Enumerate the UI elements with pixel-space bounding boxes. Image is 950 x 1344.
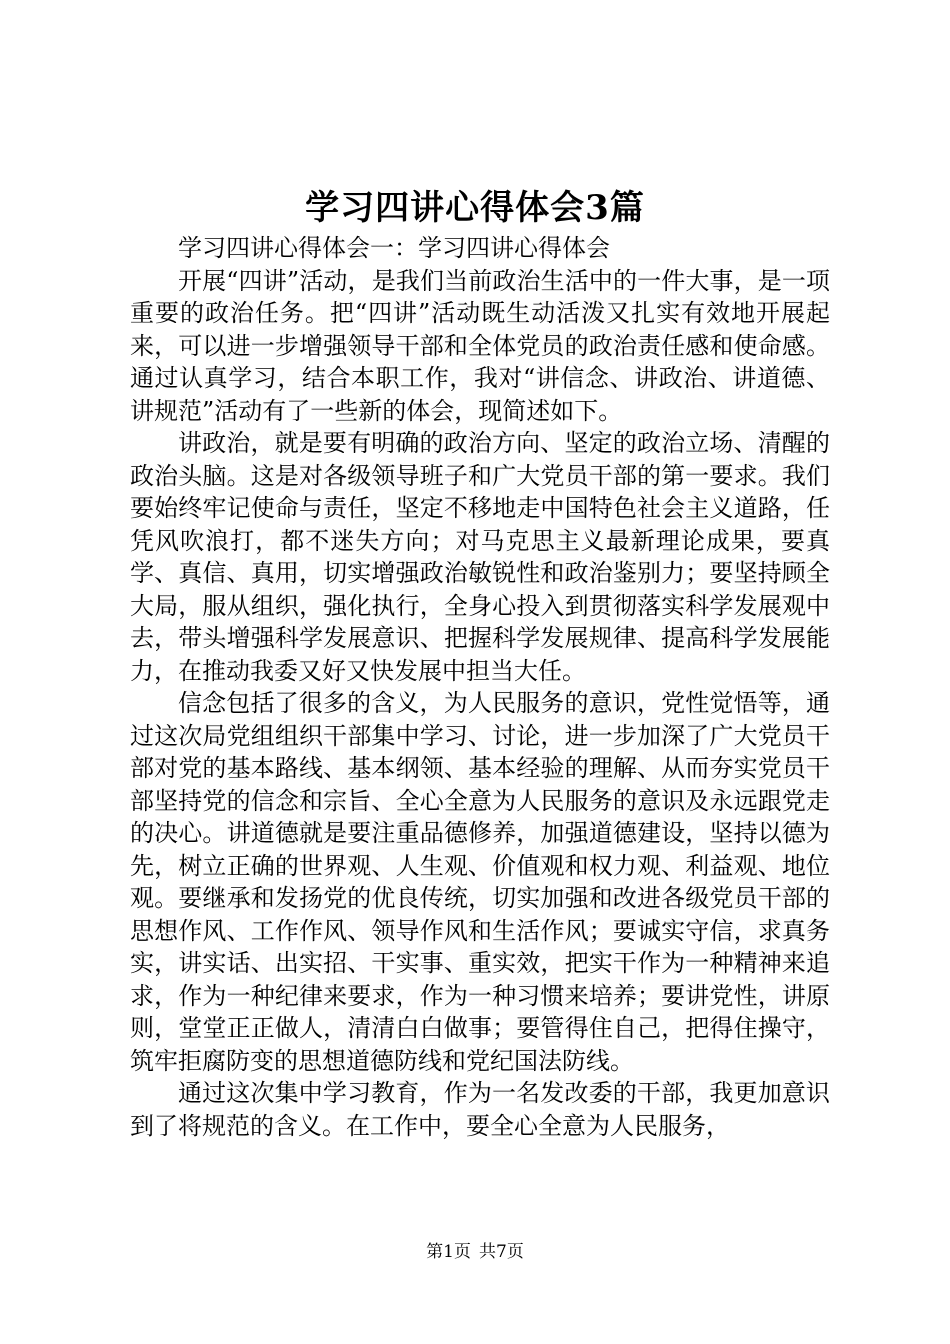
document-body [130, 232, 830, 1142]
paragraph: 信念包括了很多的含义，为人民服务的意识，党性觉悟等，通过这次局党组组织干部集中学习、讨论，进一步加深了广大党员干部对党的基本路线、基本纲领、基本经验的理解、从而夯实党员干部坚持党的信念和宗旨、全心全意为人民服务的意识及永远跟党走的决心。讲道德就是要注重品德修养，加强道德建设，坚持以德为先，树立正确的世界观、人生观、价值观和权力观、利益观、地位观。要继承和发扬党的优良传统，切实加强和改进各级党员干部的思想作风、工作作风、领导作风和生活作风；要诚实守信，求真务实，讲实话、出实招、干实事、重实效，把实干作为一种精神来追求，作为一种纪律来要求，作为一种习惯来培养；要讲党性，讲原则，堂堂正正做人，清清白白做事；要管得住自己，把得住操守，筑牢拒腐防变的思想道德防线和党纪国法防线。 [130, 689, 830, 1075]
page-number: 第1页 [426, 1242, 471, 1262]
document-title: 学习四讲心得体会3篇 [305, 188, 645, 228]
page-footer [0, 1240, 950, 1264]
paragraph: 通过这次集中学习教育，作为一名发改委的干部，我更加意识到了将规范的含义。在工作中，要全心全意为人民服务， [130, 1079, 830, 1140]
page-total: 共7页 [479, 1242, 524, 1262]
paragraph: 讲政治，就是要有明确的政治方向、坚定的政治立场、清醒的政治头脑。这是对各级领导班子和广大党员干部的第一要求。我们要始终牢记使命与责任，坚定不移地走中国特色社会主义道路，任凭风吹浪打，都不迷失方向；对马克思主义最新理论成果，要真学、真信、真用，切实增强政治敏锐性和政治鉴别力；要坚持顾全大局，服从组织，强化执行，全身心投入到贯彻落实科学发展观中去，带头增强科学发展意识、把握科学发展规律、提高科学发展能力，在推动我委又好又快发展中担当大任。 [130, 429, 830, 685]
paragraph: 开展“四讲”活动，是我们当前政治生活中的一件大事，是一项重要的政治任务。把“四讲”活动既生动活泼又扎实有效地开展起来，可以进一步增强领导干部和全体党员的政治责任感和使命感。通过认真学习，结合本职工作，我对“讲信念、讲政治、讲道德、讲规范”活动有了一些新的体会，现简述如下。 [130, 266, 830, 425]
document-subtitle: 学习四讲心得体会一：学习四讲心得体会 [178, 234, 610, 262]
